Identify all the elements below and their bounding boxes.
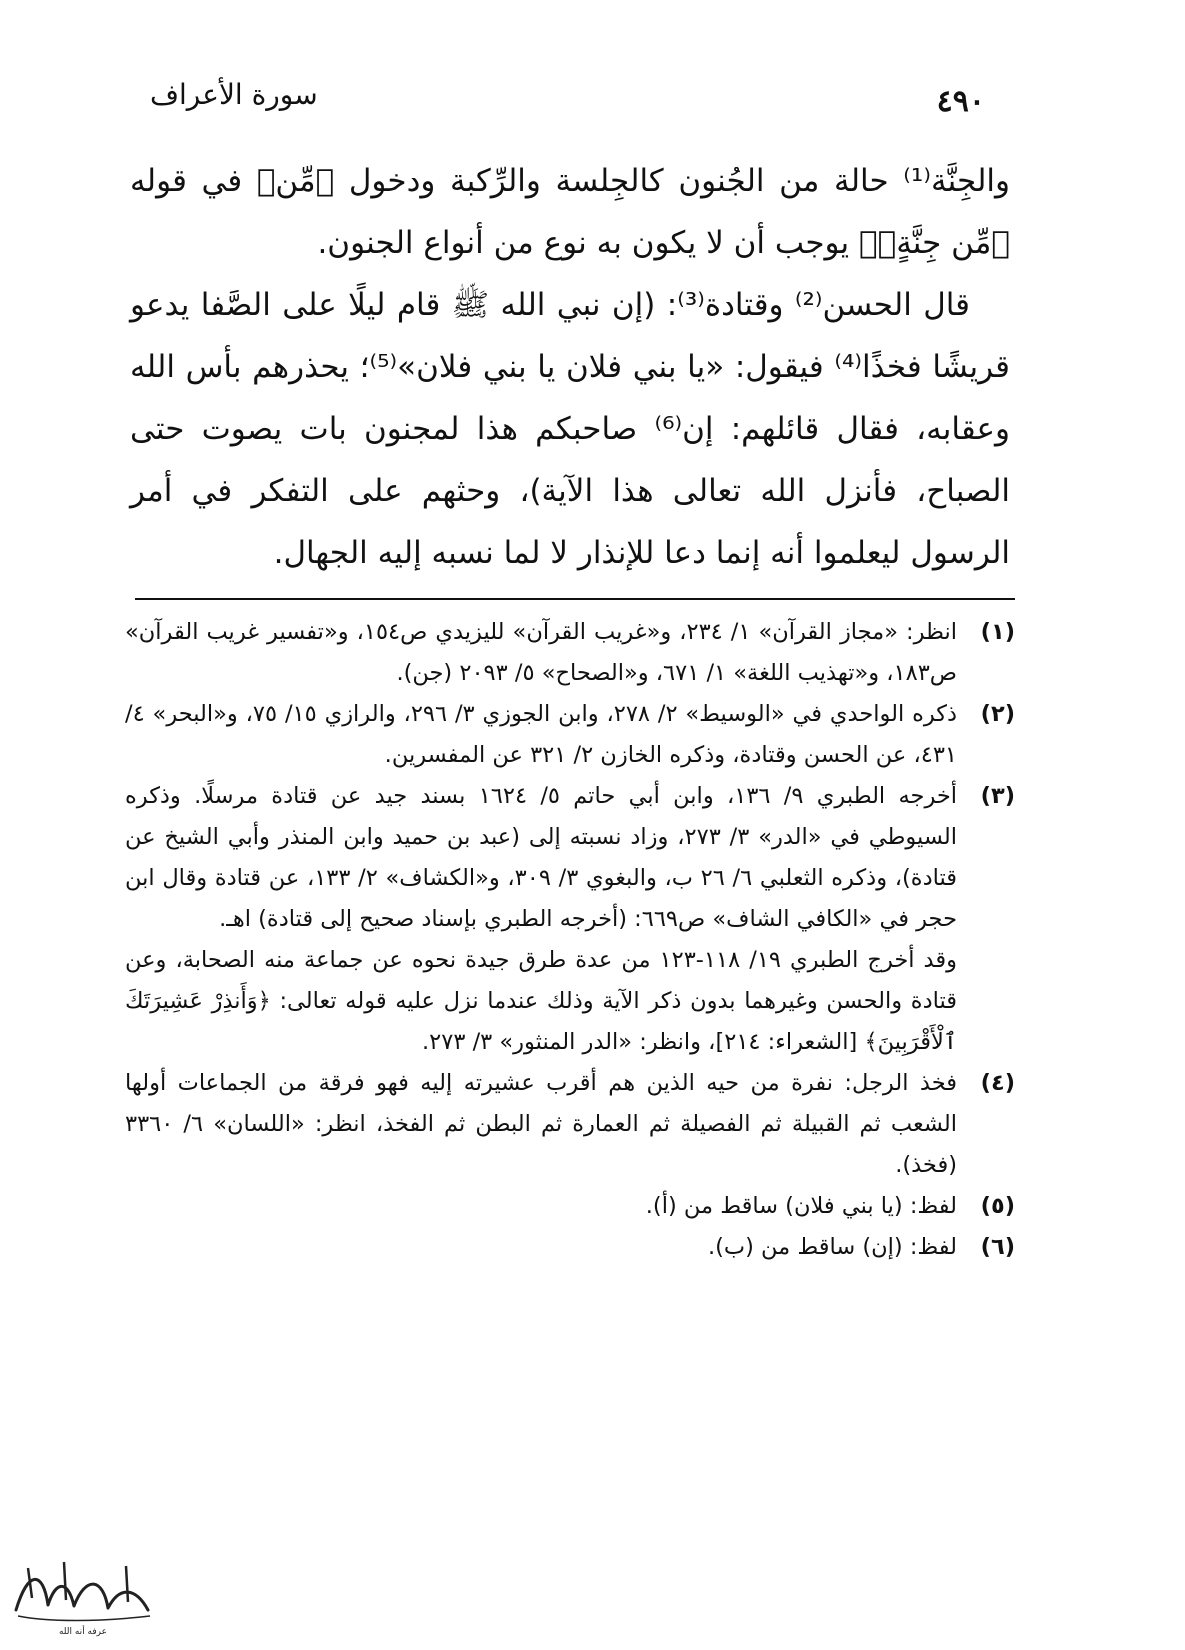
footnote-divider xyxy=(135,598,1015,600)
footnote-number: (٦) xyxy=(980,1234,1015,1260)
footnotes-section xyxy=(125,612,1015,1268)
footnote-text: فخذ الرجل: نفرة من حيه الذين هم أقرب عشيرته إليه فهو فرقة من الجماعات أولها الشعب ثم القبيلة ثم الفصيلة ثم العمارة ثم البطن ثم الفخذ، انظر: «اللسان» ٦/ ٣٣٦٠ (فخذ). xyxy=(125,1070,957,1178)
surah-title: سورة الأعراف xyxy=(150,78,318,111)
footnote-number: (٢) xyxy=(980,701,1015,727)
footnote-text: انظر: «مجاز القرآن» ١/ ٢٣٤، و«غريب القرآن» لليزيدي ص١٥٤، و«تفسير غريب القرآن» ص١٨٣، و«تهذيب اللغة» ١/ ٦٧١، و«الصحاح» ٥/ ٢٠٩٣ (جن). xyxy=(125,619,957,686)
main-paragraph: والجِنَّة⁽¹⁾ حالة من الجُنون كالجِلسة والرِّكبة ودخول ﴿مِّن﴾ في قوله ﴿مِّن جِنَّةٍۚ﴾ يوجب أن لا يكون به نوع من أنواع الجنون. xyxy=(130,163,1010,261)
footnote-item xyxy=(125,776,1015,1063)
footnote-number: (٥) xyxy=(980,1193,1015,1219)
footnote-item xyxy=(125,1063,1015,1186)
main-paragraph: قال الحسن⁽²⁾ وقتادة⁽³⁾: (إن نبي الله ﷺ قام ليلًا على الصَّفا يدعو قريشًا فخذًا⁽⁴⁾ فيقول: «يا بني فلان يا بني فلان»⁽⁵⁾؛ يحذرهم بأس الله وعقابه، فقال قائلهم: إن⁽⁶⁾ صاحبكم هذا لمجنون بات يصوت حتى الصباح، فأنزل الله تعالى هذا الآية)، وحثهم على التفكر في أمر الرسول ليعلموا أنه إنما دعا للإنذار لا لما نسبه إليه الجهال. xyxy=(130,287,1010,571)
footnote-item xyxy=(125,612,1015,694)
footnote-item xyxy=(125,1227,1015,1268)
footnote-number: (٤) xyxy=(980,1070,1015,1096)
footnote-item xyxy=(125,1186,1015,1227)
footnote-item xyxy=(125,694,1015,776)
main-body-text xyxy=(130,150,1010,584)
svg-text:عرفه أنه الله: عرفه أنه الله xyxy=(58,1627,108,1637)
footnote-text: أخرجه الطبري ٩/ ١٣٦، وابن أبي حاتم ٥/ ١٦٢٤ بسند جيد عن قتادة مرسلًا. وذكره السيوطي في «الدر» ٣/ ٢٧٣، وزاد نسبته إلى (عبد بن حميد وابن المنذر وأبي الشيخ عن قتادة)، وذكره الثعلبي ٦/ ٢٦ ب، والبغوي ٣/ ٣٠٩، و«الكشاف» ٢/ ١٣٣، عن قتادة وقال ابن حجر في «الكافي الشاف» ص٦٦٩: (أخرجه الطبري بإسناد صحيح إلى قتادة) اهـ. xyxy=(125,783,958,932)
library-logo xyxy=(8,1550,158,1638)
footnote-text: لفظ: (يا بني فلان) ساقط من (أ). xyxy=(645,1193,957,1219)
footnote-text: لفظ: (إن) ساقط من (ب). xyxy=(707,1234,957,1260)
footnote-text: ذكره الواحدي في «الوسيط» ٢/ ٢٧٨، وابن الجوزي ٣/ ٢٩٦، والرازي ١٥/ ٧٥، و«البحر» ٤/ ٤٣١، عن الحسن وقتادة، وذكره الخازن ٢/ ٣٢١ عن المفسرين. xyxy=(125,701,958,768)
footnote-continuation: وقد أخرج الطبري ١٩/ ١١٨-١٢٣ من عدة طرق جيدة نحوه عن جماعة منه الصحابة، وعن قتادة والحسن وغيرهما بدون ذكر الآية وذلك عندما نزل عليه قوله تعالى: ﴿وَأَنذِرْ عَشِيرَتَكَ ٱلْأَقْرَبِينَ﴾ [الشعراء: ٢١٤]، وانظر: «الدر المنثور» ٣/ ٢٧٣. xyxy=(125,947,957,1055)
footnote-number: (٣) xyxy=(980,783,1015,809)
footnote-number: (١) xyxy=(980,619,1015,645)
page-number: ٤٩٠ xyxy=(936,84,985,119)
